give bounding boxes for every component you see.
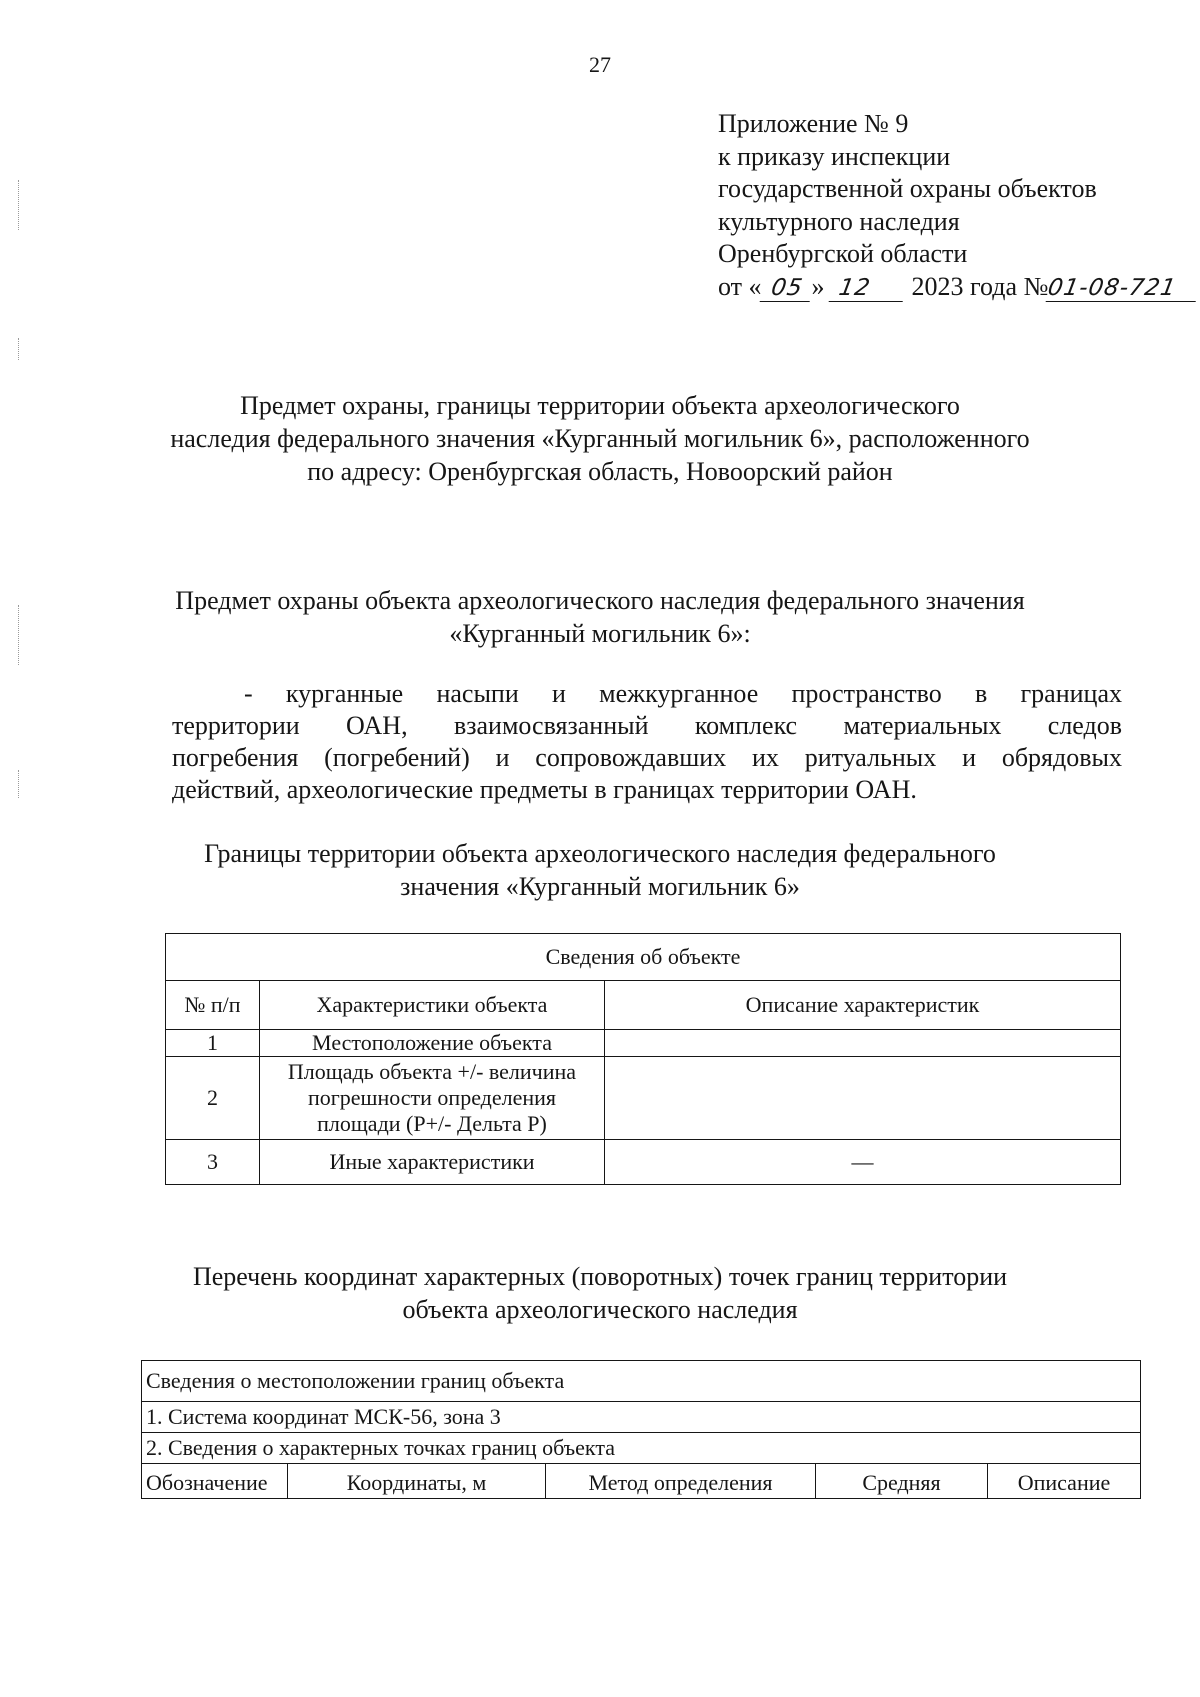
subject-heading (0, 584, 1200, 650)
document-title (0, 389, 1200, 488)
date-prefix: от « (718, 271, 762, 301)
row-characteristic: Иные характеристики (260, 1140, 605, 1185)
appendix-line: культурного наследия (718, 206, 960, 236)
row-description (605, 1030, 1121, 1057)
paragraph-line: погребения (погребений) и сопровождавших их ритуальных и обрядовых (172, 743, 1122, 772)
coordinates-heading-line: Перечень координат характерных (поворотных) точек границ территории (192, 1262, 1008, 1291)
table-row (166, 1140, 1121, 1185)
scan-artifact (18, 338, 21, 360)
bounds-heading (0, 837, 1200, 903)
table-header-row (166, 981, 1121, 1030)
handwritten-month: 12 (829, 275, 908, 302)
table-row (142, 1433, 1141, 1464)
column-header-description: Описание (988, 1464, 1141, 1499)
title-line: Предмет охраны, границы территории объекта археологического (240, 391, 960, 420)
characteristic-line: погрешности определения (307, 1085, 557, 1110)
scan-artifact (18, 770, 21, 798)
coordinates-heading-line: объекта археологического наследия (402, 1295, 798, 1324)
subject-heading-line: «Курганный могильник 6»: (449, 619, 751, 648)
column-header-mean: Средняя (816, 1464, 988, 1499)
paragraph-line: действий, археологические предметы в границах территории ОАН. (172, 775, 917, 804)
scan-artifact (18, 180, 21, 230)
subject-heading-line: Предмет охраны объекта археологического наследия федерального значения (175, 586, 1025, 615)
row-number: 1 (166, 1030, 260, 1057)
date-year: 2023 года № (911, 271, 1049, 301)
location-info-cell: Сведения о местоположении границ объекта (142, 1361, 1141, 1402)
row-characteristic (260, 1057, 605, 1140)
appendix-line: Приложение № 9 (718, 109, 909, 138)
appendix-line: к приказу инспекции (718, 141, 951, 171)
subject-paragraph (172, 678, 1122, 806)
row-number: 2 (166, 1057, 260, 1140)
column-header-coordinates: Координаты, м (288, 1464, 546, 1499)
bounds-heading-line: значения «Курганный могильник 6» (400, 872, 800, 901)
characteristic-line: Площадь объекта +/- величина (287, 1059, 577, 1084)
appendix-date-line (718, 271, 1179, 304)
scan-artifact (18, 605, 21, 665)
coordinate-system-cell: 1. Система координат МСК-56, зона 3 (142, 1402, 1141, 1433)
row-number: 3 (166, 1140, 260, 1185)
appendix-line: государственной охраны объектов (718, 174, 1097, 203)
bounds-heading-line: Границы территории объекта археологического наследия федерального (204, 839, 996, 868)
title-line: по адресу: Оренбургская область, Новоорский район (307, 457, 893, 486)
title-line: наследия федерального значения «Курганный могильник 6», расположенного (170, 424, 1030, 453)
handwritten-day: 05 (759, 275, 814, 302)
date-mid: » (811, 271, 825, 301)
boundary-points-cell: 2. Сведения о характерных точках границ объекта (142, 1433, 1141, 1464)
table-row (166, 1030, 1121, 1057)
paragraph-line: - курганные насыпи и межкурганное пространство в границах (244, 679, 1122, 708)
column-header-method: Метод определения (546, 1464, 816, 1499)
table-row (166, 1057, 1121, 1140)
coordinates-table (141, 1360, 1141, 1499)
column-header-description: Описание характеристик (605, 981, 1121, 1030)
column-header-characteristics: Характеристики объекта (260, 981, 605, 1030)
column-header-number: № п/п (166, 981, 260, 1030)
table-row (142, 1402, 1141, 1433)
paragraph-line: территории ОАН, взаимосвязанный комплекс материальных следов (172, 711, 1122, 740)
table-header-row (142, 1464, 1141, 1499)
page-number: 27 (589, 52, 611, 77)
row-characteristic: Местоположение объекта (260, 1030, 605, 1057)
coordinates-heading (0, 1260, 1200, 1326)
object-info-table (165, 933, 1121, 1185)
row-description: — (605, 1140, 1121, 1185)
row-description (605, 1057, 1121, 1140)
appendix-block (718, 108, 1179, 303)
table-caption: Сведения об объекте (166, 934, 1121, 981)
characteristic-line: площади (Р+/- Дельта Р) (317, 1111, 547, 1136)
table-row (142, 1361, 1141, 1402)
handwritten-order-number: 01-08-721 (1046, 275, 1200, 302)
column-header-designation: Обозначение (142, 1464, 288, 1499)
table-caption-row (166, 934, 1121, 981)
appendix-line: Оренбургской области (718, 239, 968, 268)
